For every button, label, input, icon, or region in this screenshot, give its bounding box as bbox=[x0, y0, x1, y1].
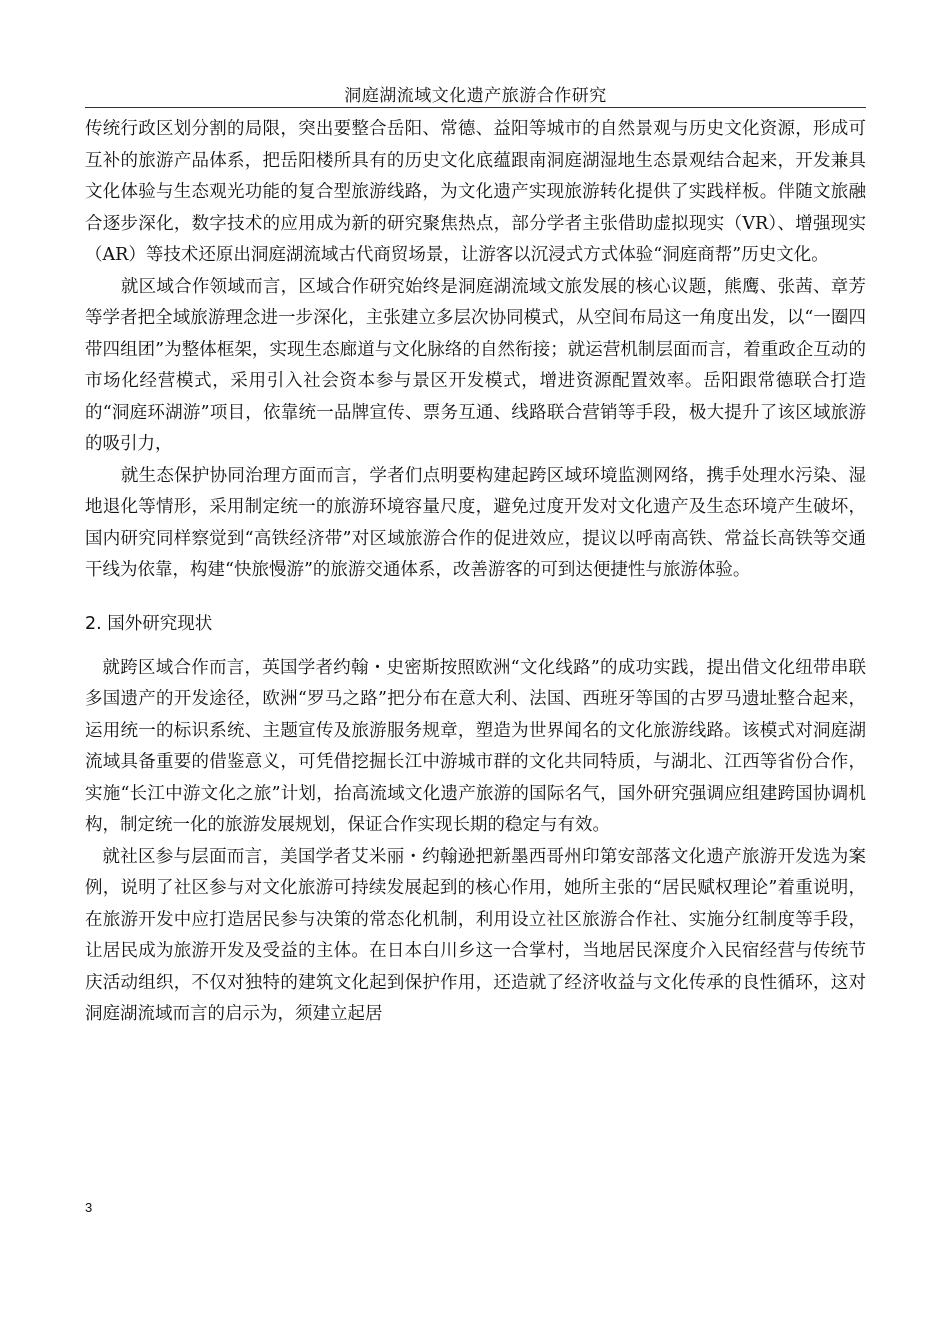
section-heading-foreign-research: 2. 国外研究现状 bbox=[85, 613, 213, 634]
paragraph-ecological-governance: 就生态保护协同治理方面而言，学者们点明要构建起跨区域环境监测网络，携手处理水污染、湿地退化等情形，采用制定统一的旅游环境容量尺度，避免过度开发对文化遗产及生态环境产生破坏，国内研究同样察觉到“高铁经济带”对区域旅游合作的促进效应，提议以呼南高铁、常益长高铁等交通干线为依靠，构建“快旅慢游”的旅游交通体系，改善游客的可到达便捷性与旅游体验。 bbox=[85, 465, 866, 580]
paragraph-continued: 传统行政区划分割的局限，突出要整合岳阳、常德、益阳等城市的自然景观与历史文化资源，形成可互补的旅游产品体系，把岳阳楼所具有的历史文化底蕴跟南洞庭湖湿地生态景观结合起来，开发兼具文化体验与生态观光功能的复合型旅游线路，为文化遗产实现旅游转化提供了实践样板。伴随文旅融合逐步深化，数字技术的应用成为新的研究聚焦热点，部分学者主张借助虚拟现实（VR）、增强现实（AR）等技术还原出洞庭湖流域古代商贸场景，让游客以沉浸式方式体验“洞庭商帮”历史文化。 bbox=[85, 119, 866, 265]
page-number: 3 bbox=[85, 1200, 93, 1215]
header-divider bbox=[85, 107, 866, 108]
running-header-title: 洞庭湖流域文化遗产旅游合作研究 bbox=[344, 86, 607, 106]
paragraph-community-participation: 就社区参与层面而言，美国学者艾米丽・约翰逊把新墨西哥州印第安部落文化遗产旅游开发选为案例，说明了社区参与对文化旅游可持续发展起到的核心作用，她所主张的“居民赋权理论”着重说明，在旅游开发中应打造居民参与决策的常态化机制，利用设立社区旅游合作社、实施分红制度等手段，让居民成为旅游开发及受益的主体。在日本白川乡这一合掌村，当地居民深度介入民宿经营与传统节庆活动组织，不仅对独特的建筑文化起到保护作用，还造就了经济收益与文化传承的良性循环，这对洞庭湖流域而言的启示为，须建立起居 bbox=[85, 846, 866, 1024]
paragraph-cross-region-cooperation: 就跨区域合作而言，英国学者约翰・史密斯按照欧洲“文化线路”的成功实践，提出借文化纽带串联多国遗产的开发途径，欧洲“罗马之路”把分布在意大利、法国、西班牙等国的古罗马遗址整合起来，运用统一的标识系统、主题宣传及旅游服务规章，塑造为世界闻名的文化旅游线路。该模式对洞庭湖流域具备重要的借鉴意义，可凭借挖掘长江中游城市群的文化共同特质，与湖北、江西等省份合作，实施“长江中游文化之旅”计划，抬高流域文化遗产旅游的国际名气，国外研究强调应组建跨国协调机构，制定统一化的旅游发展规划，保证合作实现长期的稳定与有效。 bbox=[85, 657, 866, 835]
paragraph-regional-cooperation: 就区域合作领域而言，区域合作研究始终是洞庭湖流域文旅发展的核心议题，熊鹰、张茜、章芳等学者把全域旅游理念进一步深化，主张建立多层次协同模式，从空间布局这一角度出发，以“一圈四带四组团”为整体框架，实现生态廊道与文化脉络的自然衔接；就运营机制层面而言，着重政企互动的市场化经营模式，采用引入社会资本参与景区开发模式，增进资源配置效率。岳阳跟常德联合打造的“洞庭环湖游”项目，依靠统一品牌宣传、票务互通、线路联合营销等手段，极大提升了该区域旅游的吸引力， bbox=[85, 276, 866, 454]
body-text bbox=[85, 114, 866, 1031]
